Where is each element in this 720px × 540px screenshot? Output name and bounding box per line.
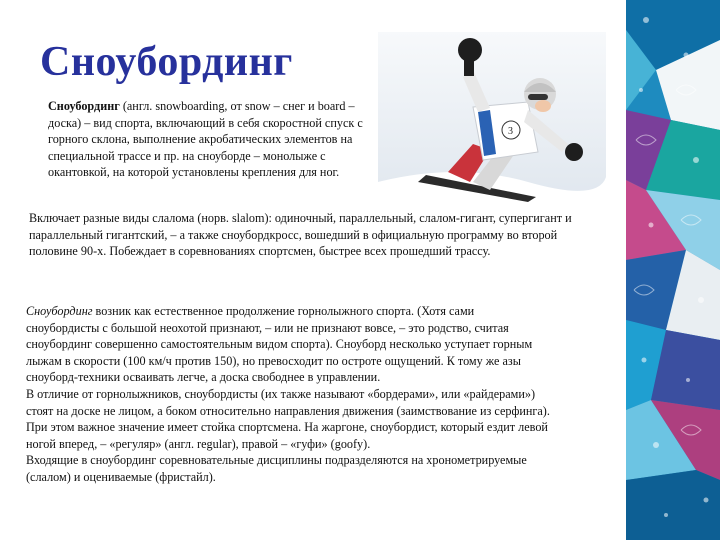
history-line: Сноубординг возник как естественное продолжение горнолыжного спорта. (Хотя сами	[26, 304, 475, 318]
history-line: стоят на доске не лицом, а боком относительно направления движения (заимствование из серфинга).	[26, 403, 550, 418]
intro-text: (англ. snowboarding, от snow – снег и board – доска) – вид спорта, включающий в себя скоростной спуск с горного склона, выполнение акробатических элементов на специальной трассе и пр. на сноуборде – монолыже с окантовкой, на которой установлены крепления для ног.	[48, 99, 363, 180]
history-line: сноубординг совершенно самостоятельным видом спорта). Сноуборд несколько уступает горным	[26, 337, 533, 352]
history-line: сноубордисты с большой неохотой признают, – или не признают вовсе, – это родство, считая	[26, 320, 509, 335]
history-line: В отличие от горнолыжников, сноубордисты (их также называют «бордерами», или «райдерами»)	[26, 386, 536, 401]
history-term: Сноубординг	[26, 304, 93, 318]
history-line: (слалом) и оцениваемые (фристайл).	[26, 469, 216, 484]
history-line: При этом важное значение имеет стойка спортсмена. На жаргоне, сноубордист, который ездит левой	[26, 420, 548, 435]
history-line: сноуборд-техники осваивать легче, а доска свободнее в управлении.	[26, 370, 381, 385]
history-line: Входящие в сноубординг соревновательные дисциплины подразделяются на хронометрируемые	[26, 453, 527, 468]
patchwork-pattern	[626, 0, 720, 540]
patchwork-ornament	[626, 0, 720, 540]
intro-term: Сноубординг	[48, 99, 120, 113]
page-title: Сноубординг	[40, 39, 293, 85]
intro-paragraph	[48, 98, 370, 181]
history-paragraph	[26, 303, 632, 486]
snowboarder-illustration	[378, 32, 606, 210]
history-line: ногой вперед, – «регуляр» (англ. regular), правой – «гуфи» (goofy).	[26, 436, 371, 451]
disciplines-paragraph: Включает разные виды слалома (норв. slalom): одиночный, параллельный, слалом-гигант, супергигант и параллельный гигантский, – а также сноубордкросс, вошедший в официальную программу во второй половине 90-х. Побеждает в соревнованиях спортсмен, быстрее всех прошедший трассу.	[29, 211, 572, 259]
history-line: лыжам в скорости (100 км/ч против 150), но превосходит по остроте ощущений. К тому же азы	[26, 353, 521, 368]
snowboarder-photo	[378, 32, 606, 210]
bib-number: 3	[508, 126, 513, 137]
